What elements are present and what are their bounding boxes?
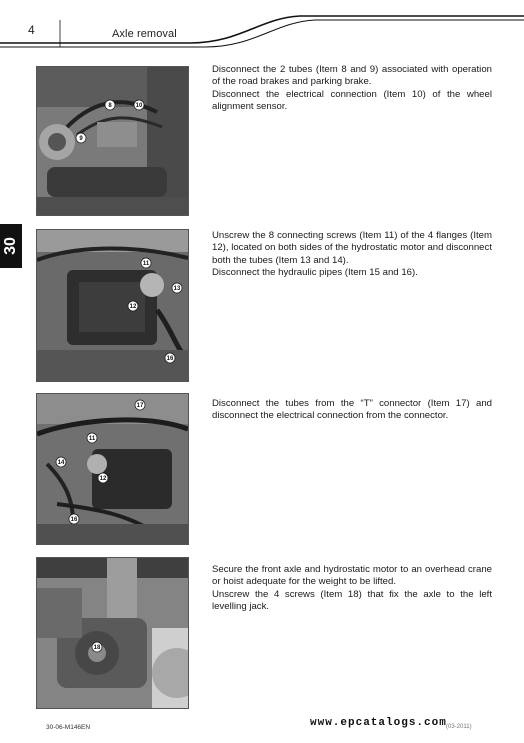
step-paragraph: Unscrew the 8 connecting screws (Item 11) of the 4 flanges (Item 12), located on both sides of the hydrostatic motor and disconnect both the tubes (Item 13 and 14). <box>212 230 492 266</box>
svg-text:11: 11 <box>142 261 150 267</box>
callout-marker <box>69 514 79 524</box>
svg-text:12: 12 <box>99 476 107 482</box>
step-paragraph: Secure the front axle and hydrostatic motor to an overhead crane or hoist adequate for the weight to be lifted. <box>212 564 492 588</box>
svg-text:16: 16 <box>166 356 174 362</box>
revision-date: (03-2011) <box>446 724 472 730</box>
page-header <box>0 0 524 52</box>
section-tab <box>0 224 22 268</box>
callout-marker <box>76 133 86 143</box>
step-1-description <box>212 64 492 114</box>
callout-marker <box>165 353 175 363</box>
section-tab-label: 30 <box>1 237 19 255</box>
svg-text:14: 14 <box>57 460 65 466</box>
step-paragraph: Disconnect the hydraulic pipes (Item 15 and 16). <box>212 267 418 279</box>
step-paragraph: Unscrew the 4 screws (Item 18) that fix the axle to the left levelling jack. <box>212 588 492 613</box>
callout-marker <box>56 457 66 467</box>
header-curve-graphic <box>0 0 524 52</box>
callout-marker <box>87 433 97 443</box>
document-code: 30-06-M146EN <box>46 724 91 731</box>
step-4-photo <box>36 557 189 709</box>
callout-marker <box>98 473 108 483</box>
section-title: Axle removal <box>112 28 177 40</box>
svg-text:11: 11 <box>88 436 96 442</box>
svg-text:12: 12 <box>129 304 137 310</box>
watermark-link[interactable]: www.epcatalogs.com <box>310 717 447 729</box>
svg-text:17: 17 <box>136 403 144 409</box>
step-4-description <box>212 564 492 614</box>
callout-marker <box>135 400 145 410</box>
step-3-description <box>212 398 492 423</box>
callout-marker <box>128 301 138 311</box>
step-3-photo <box>36 393 189 545</box>
step-2-description <box>212 230 492 280</box>
callout-marker <box>141 258 151 268</box>
step-1-photo <box>36 66 189 216</box>
svg-text:10: 10 <box>135 103 143 109</box>
callout-marker <box>92 642 102 652</box>
svg-text:18: 18 <box>93 645 101 651</box>
step-paragraph: Disconnect the tubes from the “T” connector (Item 17) and disconnect the electrical connection from the connector. <box>212 398 492 422</box>
step-2-photo <box>36 229 189 382</box>
callout-marker <box>172 283 182 293</box>
svg-text:16: 16 <box>70 517 78 523</box>
callout-marker <box>134 100 144 110</box>
step-paragraph: Disconnect the electrical connection (Item 10) of the wheel alignment sensor. <box>212 88 492 113</box>
callout-marker <box>105 100 115 110</box>
page-number: 4 <box>28 23 35 37</box>
step-paragraph: Disconnect the 2 tubes (Item 8 and 9) associated with operation of the road brakes and parking brake. <box>212 64 492 88</box>
svg-text:13: 13 <box>173 286 181 292</box>
svg-text:8: 8 <box>108 103 112 109</box>
svg-text:9: 9 <box>79 136 83 142</box>
